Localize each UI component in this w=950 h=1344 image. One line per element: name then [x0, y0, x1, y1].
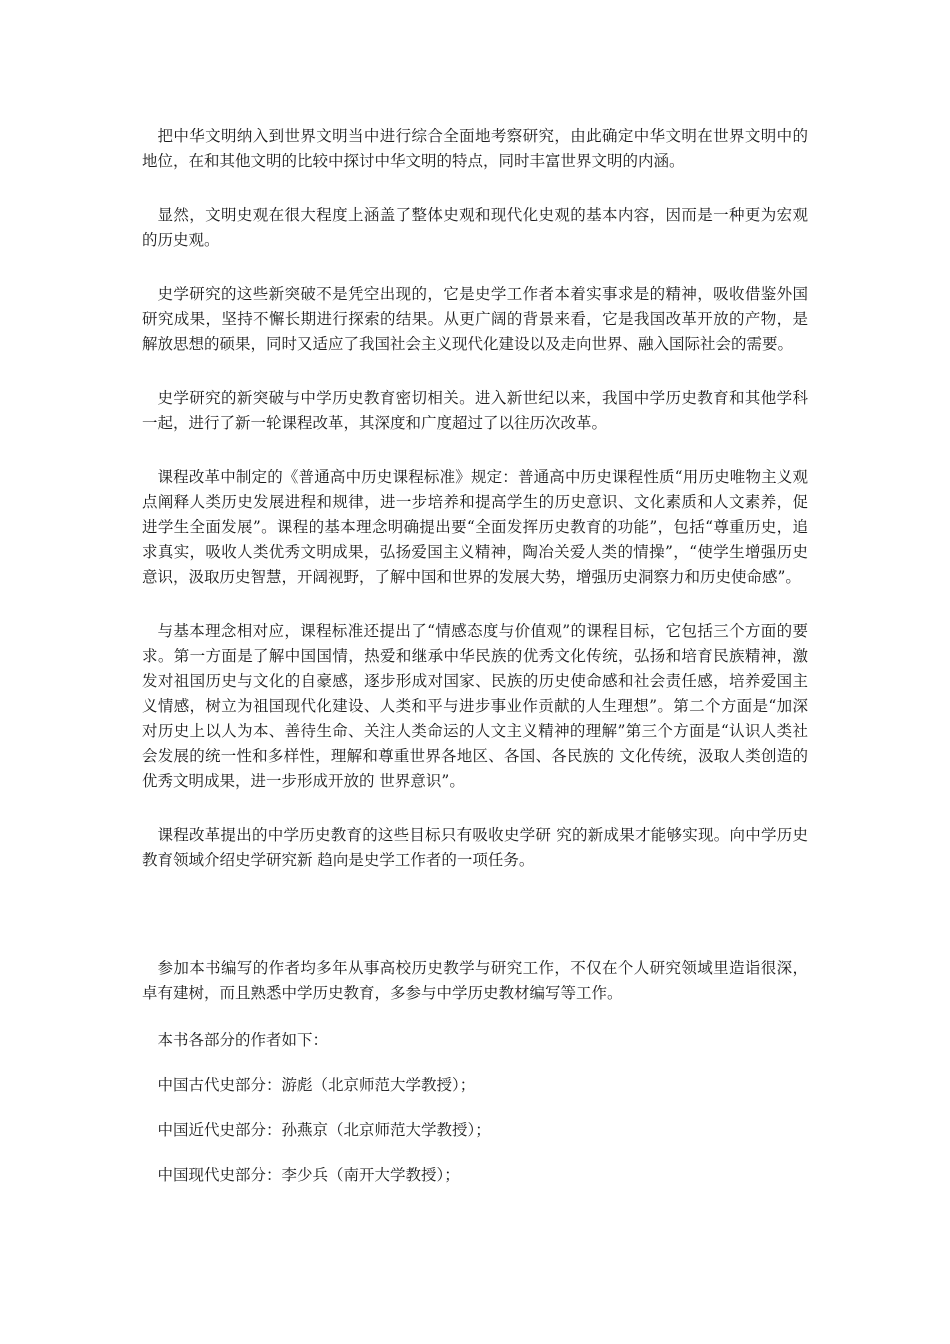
paragraph-curriculum-goals: 与基本理念相对应，课程标准还提出了“情感态度与价值观”的课程目标，它包括三个方面的要求。第一方面是了解中国国情，热爱和继承中华民族的优秀文化传统，弘扬和培育民族精神，激发对祖国历史与文化的自豪感，逐步形成对国家、民族的历史使命感和社会责任感，培养爱国主义情感，树立为祖国现代化建设、人类和平与进步事业作贡献的人生理想”。第二个方面是“加深对历史上以人为本、善待生命、关注人类命运的人文主义精神的理解”第三个方面是“认识人类社会发展的统一性和多样性，理解和尊重世界各地区、各国、各民族的 文化传统，汲取人类创造的优秀文明成果，进一步形成开放的 世界意识”。 — [142, 622, 808, 790]
paragraph-authors-background: 参加本书编写的作者均多年从事高校历史教学与研究工作，不仅在个人研究领域里造诣很深，卓有建树，而且熟悉中学历史教育，多参与中学历史教材编写等工作。 — [142, 959, 808, 1002]
author-entry-ancient: 中国古代史部分：游彪（北京师范大学教授）； — [157, 1076, 476, 1094]
author-entry-modern: 中国近代史部分：孙燕京（北京师范大学教授）； — [157, 1121, 491, 1139]
paragraph-civilization-view: 显然，文明史观在很大程度上涵盖了整体史观和现代化史观的基本内容，因而是一种更为宏观的历史观。 — [142, 206, 808, 249]
paragraph-research-breakthrough: 史学研究的这些新突破不是凭空出现的，它是史学工作者本着实事求是的精神，吸收借鉴外国研究成果，坚持不懈长期进行探索的结果。从更广阔的背景来看，它是我国改革开放的产物，是解放思想的硕果，同时又适应了我国社会主义现代化建设以及走向世界、融入国际社会的需要。 — [142, 285, 808, 353]
paragraph-civilization-world: 把中华文明纳入到世界文明当中进行综合全面地考察研究，由此确定中华文明在世界文明中的地位，在和其他文明的比较中探讨中华文明的特点，同时丰富世界文明的内涵。 — [142, 127, 808, 170]
authors-intro: 本书各部分的作者如下： — [157, 1031, 329, 1049]
paragraph-curriculum-standard: 课程改革中制定的《普通高中历史课程标准》规定：普通高中历史课程性质“用历史唯物主义观点阐释人类历史发展进程和规律，进一步培养和提高学生的历史意识、文化素质和人文素养，促进学生全面发展”。课程的基本理念明确提出要“全面发挥历史教育的功能”，包括“尊重历史，追求真实，吸收人类优秀文明成果，弘扬爱国主义精神，陶冶关爱人类的情操”，“使学生增强历史意识，汲取历史智慧，开阔视野，了解中国和世界的发展大势，增强历史洞察力和历史使命感”。 — [142, 468, 808, 586]
author-entry-contemporary: 中国现代史部分：李少兵（南开大学教授）； — [157, 1166, 460, 1184]
paragraph-reform-goals: 课程改革提出的中学历史教育的这些目标只有吸收史学研 究的新成果才能够实现。向中学历史教育领域介绍史学研究新 趋向是史学工作者的一项任务。 — [142, 826, 808, 869]
paragraph-history-education: 史学研究的新突破与中学历史教育密切相关。进入新世纪以来，我国中学历史教育和其他学科一起，进行了新一轮课程改革，其深度和广度超过了以往历次改革。 — [142, 389, 808, 432]
document-page — [142, 124, 808, 1208]
